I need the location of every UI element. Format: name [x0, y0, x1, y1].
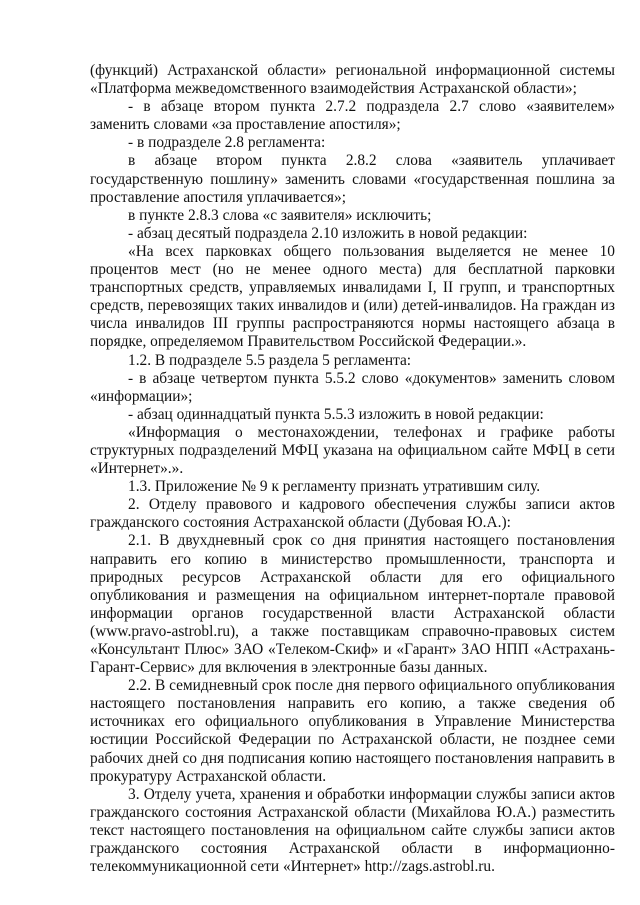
paragraph-4: в абзаце втором пункта 2.8.2 слова «заявитель уплачивает государственную пошлину» заменить словами «государственная пошлина за проставление апостиля уплачивается»;	[90, 152, 615, 206]
paragraph-3: - в подразделе 2.8 регламента:	[128, 134, 326, 152]
paragraph-8: 1.2. В подразделе 5.5 раздела 5 регламента:	[128, 351, 412, 369]
paragraph-11-quote: «Информация о местонахождении, телефонах и графике работы структурных подразделений МФЦ указана на официальном сайте МФЦ в сети «Интернет».».	[90, 423, 615, 478]
paragraph-2: - в абзаце втором пункта 2.7.2 подраздела 2.7 слово «заявителем» заменить словами «за проставление апостиля»;	[90, 98, 615, 134]
paragraph-12: 1.3. Приложение № 9 к регламенту признать утратившим силу.	[128, 478, 541, 496]
document-body	[90, 62, 615, 876]
paragraph-1: (функций) Астраханской области» региональной информационной системы «Платформа межведомственного взаимодействия Астраханской области»;	[90, 62, 615, 98]
paragraph-9: - в абзаце четвертом пункта 5.5.2 слово «документов» заменить словом «информации»;	[90, 369, 615, 405]
paragraph-14: 2.1. В двухдневный срок со дня принятия настоящего постановления направить его копию в министерство промышленности, транспорта и природных ресурсов Астраханской области для его официального опубликования и размещения на официальном интернет-портале правовой информации органов государственной власти Астраханской области (www.pravo-astrobl.ru), а также поставщикам справочно-правовых систем «Консультант Плюс» ЗАО «Телеком-Скиф» и «Гарант» ЗАО НПП «Астрахань-Гарант-Сервис» для включения в электронные базы данных.	[90, 532, 615, 677]
paragraph-5: в пункте 2.8.3 слова «с заявителя» исключить;	[128, 206, 432, 224]
paragraph-16: 3. Отделу учета, хранения и обработки информации службы записи актов гражданского состояния Астраханской области (Михайлова Ю.А.) разместить текст настоящего постановления на официальном сайте службы записи актов гражданского состояния Астраханской области в информационно-телекоммуникационной сети «Интернет» http://zags.astrobl.ru.	[90, 785, 615, 876]
paragraph-7-quote: «На всех парковках общего пользования выделяется не менее 10 процентов мест (но не менее одного места) для бесплатной парковки транспортных средств, управляемых инвалидами I, II групп, и транспортных средств, перевозящих таких инвалидов и (или) детей-инвалидов. На граждан из числа инвалидов III группы распространяются нормы настоящего абзаца в порядке, определяемом Правительством Российской Федерации.».	[90, 242, 615, 351]
paragraph-13: 2. Отделу правового и кадрового обеспечения службы записи актов гражданского состояния Астраханской области (Дубовая Ю.А.):	[90, 496, 615, 532]
paragraph-6: - абзац десятый подраздела 2.10 изложить в новой редакции:	[128, 224, 528, 242]
paragraph-10: - абзац одиннадцатый пункта 5.5.3 изложить в новой редакции:	[128, 405, 544, 423]
paragraph-15: 2.2. В семидневный срок после дня первого официального опубликования настоящего постановления направить его копию, а также сведения об источниках его официального опубликования в Управление Министерства юстиции Российской Федерации по Астраханской области, не позднее семи рабочих дней со дня подписания копию настоящего постановления направить в прокуратуру Астраханской области.	[90, 677, 615, 785]
